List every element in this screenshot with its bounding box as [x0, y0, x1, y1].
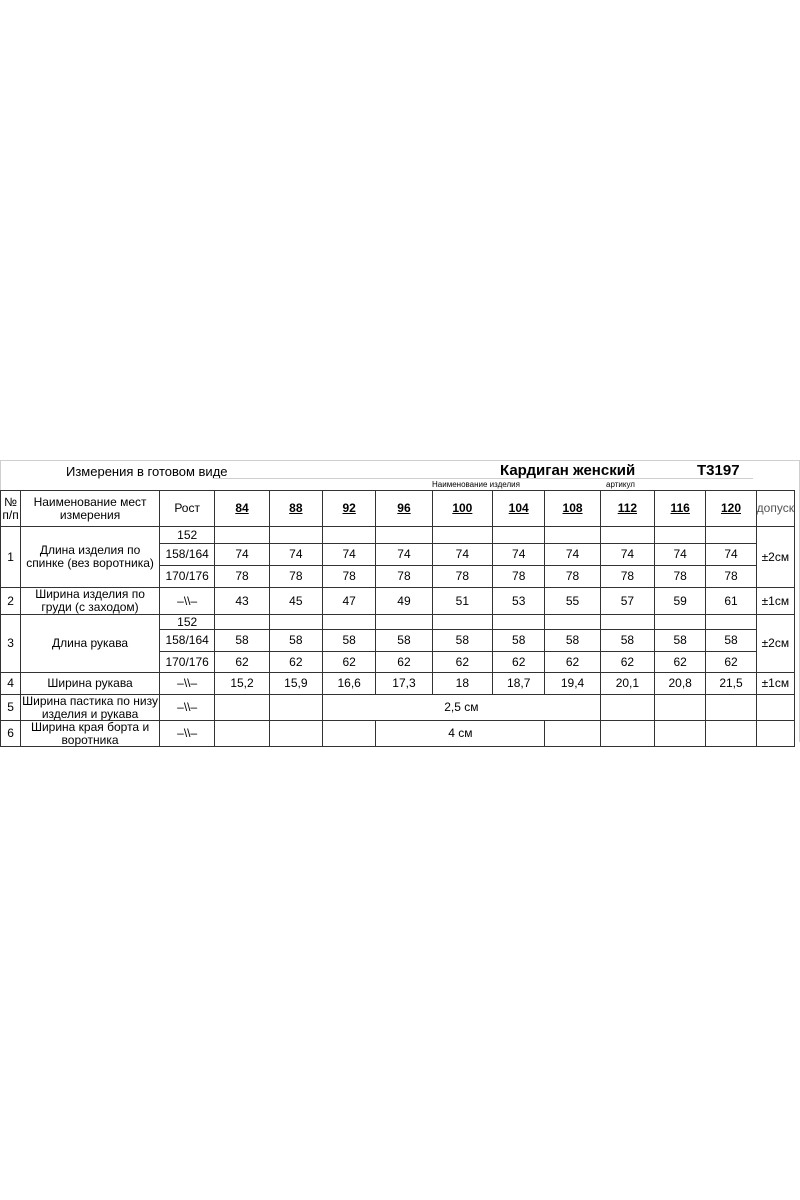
size-header: 116 — [655, 491, 706, 527]
value-cell: 19,4 — [545, 673, 600, 695]
value-cell: 53 — [493, 588, 545, 615]
size-header: 84 — [215, 491, 269, 527]
sheet-title: Измерения в готовом виде — [66, 464, 228, 479]
merged-value-cell: 4 см — [376, 721, 545, 747]
size-header: 108 — [545, 491, 600, 527]
row-height: 170/176 — [159, 652, 214, 673]
value-cell: 74 — [322, 544, 375, 566]
value-cell: 45 — [269, 588, 322, 615]
col-tolerance-header: допуск — [756, 491, 794, 527]
row-tolerance: ±1см — [756, 588, 794, 615]
col-height-header: Рост — [159, 491, 214, 527]
row-name: Ширина рукава — [21, 673, 160, 695]
row-num: 3 — [1, 615, 21, 673]
value-cell: 58 — [655, 630, 706, 652]
size-header: 112 — [600, 491, 654, 527]
value-cell: 78 — [269, 566, 322, 588]
row-num: 6 — [1, 721, 21, 747]
table-row — [1, 721, 795, 747]
value-cell: 17,3 — [376, 673, 432, 695]
row-height: –\\– — [159, 673, 214, 695]
size-header: 92 — [322, 491, 375, 527]
row-height: 152 — [159, 527, 214, 544]
col-num-header: № п/п — [1, 491, 21, 527]
size-header: 104 — [493, 491, 545, 527]
value-cell: 18,7 — [493, 673, 545, 695]
row-tolerance: ±2см — [756, 615, 794, 673]
value-cell: 62 — [545, 652, 600, 673]
merged-value-cell: 2,5 см — [322, 695, 600, 721]
row-height: 158/164 — [159, 544, 214, 566]
value-cell: 74 — [655, 544, 706, 566]
value-cell: 78 — [215, 566, 269, 588]
row-name: Длина изделия по спинке (вез воротника) — [21, 527, 160, 588]
table-row — [1, 695, 795, 721]
value-cell: 58 — [215, 630, 269, 652]
value-cell: 62 — [376, 652, 432, 673]
value-cell: 62 — [432, 652, 492, 673]
value-cell: 78 — [600, 566, 654, 588]
row-num: 1 — [1, 527, 21, 588]
value-cell: 18 — [432, 673, 492, 695]
value-cell: 74 — [432, 544, 492, 566]
value-cell: 20,1 — [600, 673, 654, 695]
table-header-row — [1, 491, 795, 527]
value-cell: 74 — [376, 544, 432, 566]
row-name: Ширина края борта и воротника — [21, 721, 160, 747]
value-cell: 58 — [376, 630, 432, 652]
value-cell: 78 — [376, 566, 432, 588]
value-cell: 21,5 — [706, 673, 756, 695]
row-name: Длина рукава — [21, 615, 160, 673]
value-cell: 59 — [655, 588, 706, 615]
row-num: 4 — [1, 673, 21, 695]
row-name: Ширина изделия по груди (с заходом) — [21, 588, 160, 615]
value-cell: 74 — [269, 544, 322, 566]
row-num: 2 — [1, 588, 21, 615]
value-cell: 58 — [545, 630, 600, 652]
top-rule — [0, 460, 800, 461]
measurements-table — [0, 490, 795, 747]
value-cell: 74 — [545, 544, 600, 566]
value-cell: 61 — [706, 588, 756, 615]
table-row — [1, 588, 795, 615]
value-cell: 15,9 — [269, 673, 322, 695]
value-cell: 43 — [215, 588, 269, 615]
article-number: Т3197 — [697, 462, 740, 479]
row-tolerance: ±2см — [756, 527, 794, 588]
value-cell: 55 — [545, 588, 600, 615]
value-cell: 62 — [706, 652, 756, 673]
value-cell: 62 — [215, 652, 269, 673]
value-cell: 78 — [706, 566, 756, 588]
row-height: –\\– — [159, 695, 214, 721]
value-cell: 58 — [322, 630, 375, 652]
value-cell: 16,6 — [322, 673, 375, 695]
value-cell: 20,8 — [655, 673, 706, 695]
col-name-header: Наименование мест измерения — [21, 491, 160, 527]
value-cell: 74 — [600, 544, 654, 566]
row-height: –\\– — [159, 721, 214, 747]
value-cell: 78 — [432, 566, 492, 588]
row-height: –\\– — [159, 588, 214, 615]
value-cell: 78 — [493, 566, 545, 588]
row-height: 170/176 — [159, 566, 214, 588]
table-row — [1, 673, 795, 695]
value-cell: 49 — [376, 588, 432, 615]
value-cell: 62 — [269, 652, 322, 673]
row-name: Ширина пастика по низу изделия и рукава — [22, 694, 158, 721]
table-row — [1, 615, 795, 630]
value-cell: 74 — [215, 544, 269, 566]
value-cell: 78 — [545, 566, 600, 588]
value-cell: 78 — [655, 566, 706, 588]
value-cell: 62 — [322, 652, 375, 673]
value-cell: 78 — [322, 566, 375, 588]
value-cell: 62 — [655, 652, 706, 673]
row-tolerance: ±1см — [756, 673, 794, 695]
size-header: 100 — [432, 491, 492, 527]
value-cell: 58 — [600, 630, 654, 652]
row-num: 5 — [1, 695, 21, 721]
value-cell: 58 — [493, 630, 545, 652]
value-cell: 51 — [432, 588, 492, 615]
product-name-label: Наименование изделия — [432, 480, 520, 489]
size-header: 88 — [269, 491, 322, 527]
size-header: 96 — [376, 491, 432, 527]
value-cell: 47 — [322, 588, 375, 615]
measurement-sheet — [0, 460, 800, 747]
value-cell: 58 — [706, 630, 756, 652]
value-cell: 74 — [706, 544, 756, 566]
value-cell: 62 — [600, 652, 654, 673]
value-cell: 57 — [600, 588, 654, 615]
value-cell: 74 — [493, 544, 545, 566]
size-header: 120 — [706, 491, 756, 527]
product-name: Кардиган женский — [500, 462, 636, 479]
value-cell: 58 — [269, 630, 322, 652]
value-cell: 62 — [493, 652, 545, 673]
value-cell: 58 — [432, 630, 492, 652]
row-height: 152 — [159, 615, 214, 630]
article-label: артикул — [606, 480, 635, 489]
value-cell: 15,2 — [215, 673, 269, 695]
row-height: 158/164 — [159, 630, 214, 652]
table-row — [1, 527, 795, 544]
